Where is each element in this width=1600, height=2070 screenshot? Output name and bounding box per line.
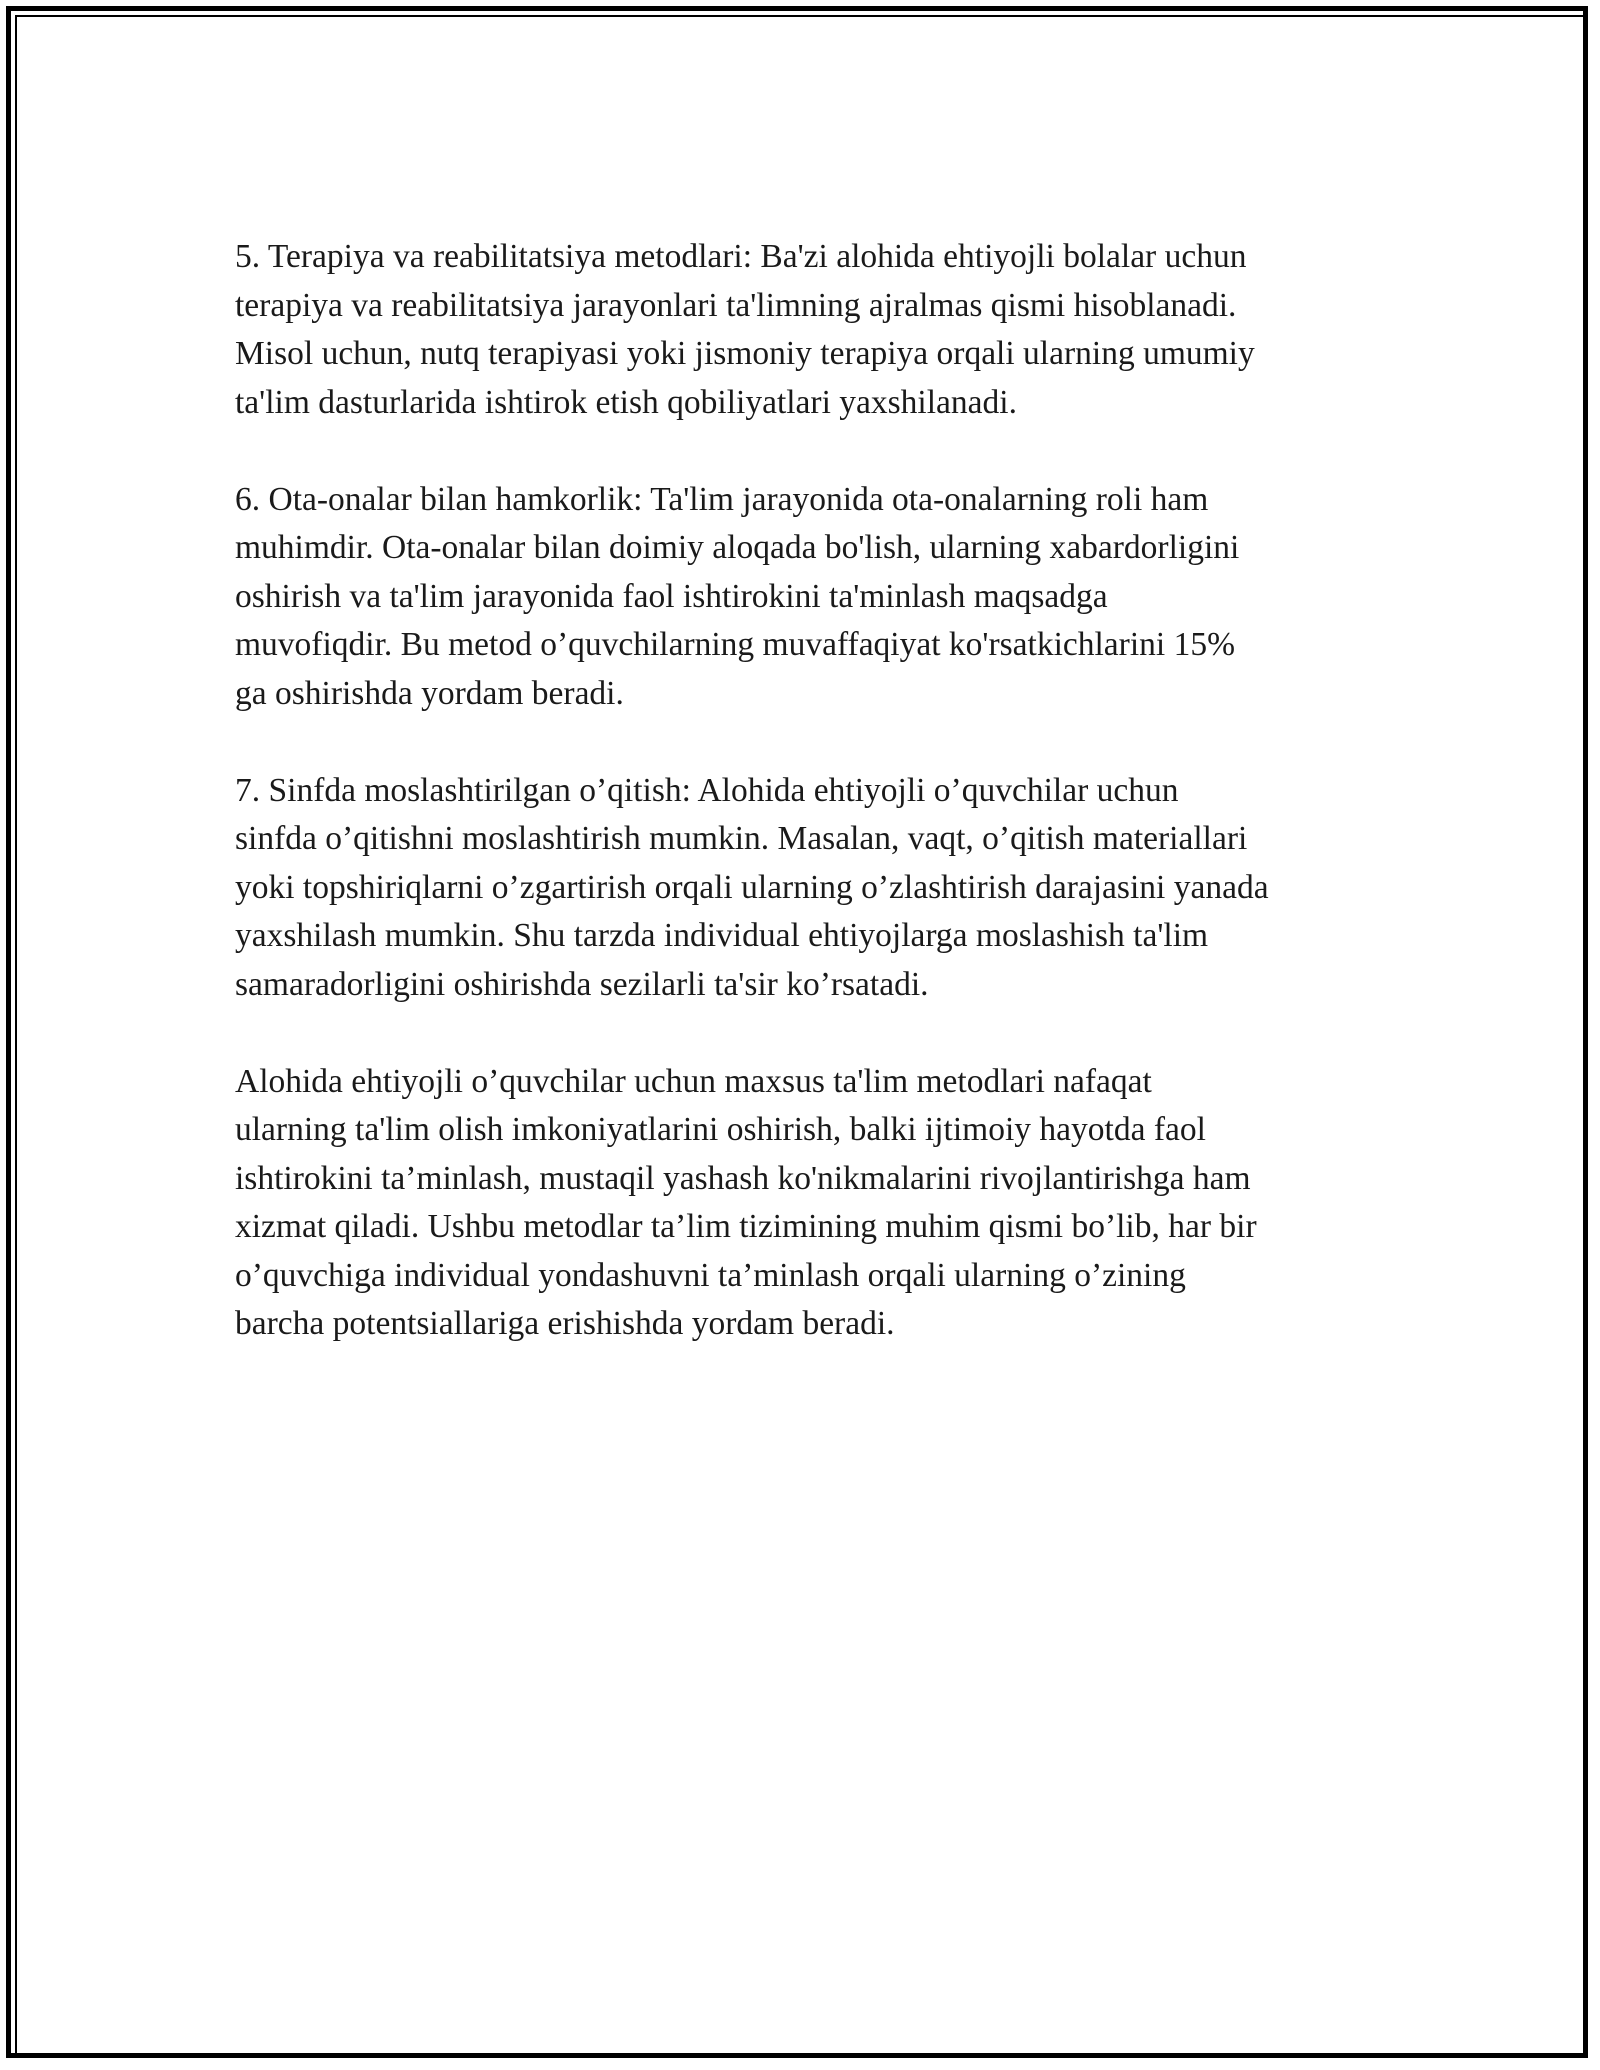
document-body: [235, 233, 1375, 1397]
text-line: barcha potentsiallariga erishishda yordam beradi.: [235, 1305, 895, 1342]
paragraph-therapy: [235, 233, 1375, 427]
text-line: ishtirokini ta’minlash, mustaqil yashash ko'nikmalarini rivojlantirishga ham: [235, 1159, 1251, 1197]
text-line: oshirish va ta'lim jarayonida faol ishtirokini ta'minlash maqsadga: [235, 577, 1108, 615]
text-line: samaradorligini oshirishda sezilarli ta'sir ko’rsatadi.: [235, 965, 929, 1003]
text-line: xizmat qiladi. Ushbu metodlar ta’lim tizimining muhim qismi bo’lib, har bir: [235, 1208, 1257, 1245]
text-line: muvofiqdir. Bu metod o’quvchilarning muvaffaqiyat ko'rsatkichlarini 15%: [235, 626, 1235, 663]
paragraph-parents: [235, 476, 1375, 719]
paragraph-classroom: [235, 767, 1375, 1010]
paragraph-conclusion: [235, 1058, 1375, 1349]
text-line: ularning ta'lim olish imkoniyatlarini oshirish, balki ijtimoiy hayotda faol: [235, 1111, 1206, 1148]
text-line: muhimdir. Ota-onalar bilan doimiy aloqada bo'lish, ularning xabardorligini: [235, 529, 1240, 566]
text-line: ta'lim dasturlarida ishtirok etish qobiliyatlari yaxshilanadi.: [235, 383, 1017, 421]
text-line: yaxshilash mumkin. Shu tarzda individual ehtiyojlarga moslashish ta'lim: [235, 917, 1209, 954]
text-line: yoki topshiriqlarni o’zgartirish orqali ularning o’zlashtirish darajasini yanada: [235, 868, 1269, 906]
text-line: Misol uchun, nutq terapiyasi yoki jismoniy terapiya orqali ularning umumiy: [235, 335, 1255, 372]
text-line: sinfda o’qitishni moslashtirish mumkin. Masalan, vaqt, o’qitish materiallari: [235, 820, 1248, 857]
text-line: terapiya va reabilitatsiya jarayonlari ta'limning ajralmas qismi hisoblanadi.: [235, 286, 1237, 324]
text-line: Alohida ehtiyojli o’quvchilar uchun maxsus ta'lim metodlari nafaqat: [235, 1062, 1152, 1100]
text-line: o’quvchiga individual yondashuvni ta’minlash orqali ularning o’zining: [235, 1256, 1186, 1294]
text-line: 5. Terapiya va reabilitatsiya metodlari: Ba'zi alohida ehtiyojli bolalar uchun: [235, 238, 1247, 275]
text-line: ga oshirishda yordam beradi.: [235, 674, 624, 712]
text-line: 7. Sinfda moslashtirilgan o’qitish: Alohida ehtiyojli o’quvchilar uchun: [235, 771, 1179, 809]
text-line: 6. Ota-onalar bilan hamkorlik: Ta'lim jarayonida ota-onalarning roli ham: [235, 480, 1209, 518]
